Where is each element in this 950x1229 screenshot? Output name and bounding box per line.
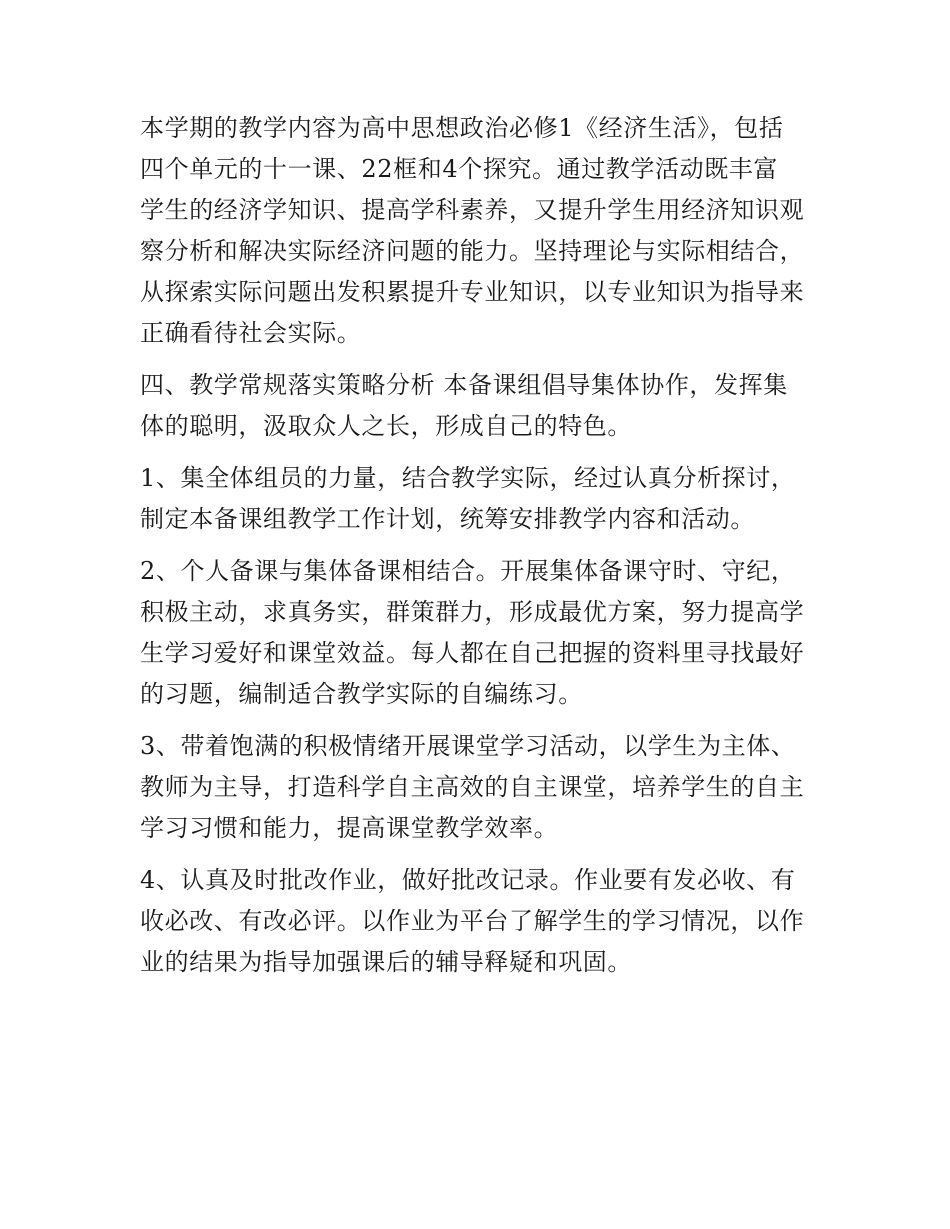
text-line: 生学习爱好和课堂效益。每人都在自己把握的资料里寻找最好 xyxy=(140,639,805,667)
text-line: 教师为主导，打造科学自主高效的自主课堂，培养学生的自主 xyxy=(140,773,805,801)
text-line: 的习题，编制适合教学实际的自编练习。 xyxy=(140,680,583,708)
text-line: 1、集全体组员的力量，结合教学实际，经过认真分析探讨， xyxy=(140,464,796,492)
paragraph-item-2 xyxy=(140,551,830,715)
text-line: 体的聪明，汲取众人之长，形成自己的特色。 xyxy=(140,412,632,440)
paragraph-course-content xyxy=(140,108,830,354)
text-line: 2、个人备课与集体备课相结合。开展集体备课守时、守纪， xyxy=(140,557,796,585)
text-line: 学习习惯和能力，提高课堂教学效率。 xyxy=(140,814,559,842)
text-line: 正确看待社会实际。 xyxy=(140,319,362,347)
text-line: 制定本备课组教学工作计划，统筹安排教学内容和活动。 xyxy=(140,505,755,533)
text-line: 察分析和解决实际经济问题的能力。坚持理论与实际相结合， xyxy=(140,237,805,265)
text-line: 本学期的教学内容为高中思想政治必修1《经济生活》，包括 xyxy=(140,114,784,142)
document-body xyxy=(140,108,830,994)
text-line: 从探索实际问题出发积累提升专业知识，以专业知识为指导来 xyxy=(140,278,805,306)
text-line: 学生的经济学知识、提高学科素养，又提升学生用经济知识观 xyxy=(140,196,805,224)
text-line: 收必改、有改必评。以作业为平台了解学生的学习情况，以作 xyxy=(140,907,805,935)
text-line: 3、带着饱满的积极情绪开展课堂学习活动，以学生为主体、 xyxy=(140,732,796,760)
text-line: 积极主动，求真务实，群策群力，形成最优方案，努力提高学 xyxy=(140,598,805,626)
text-line: 4、认真及时批改作业，做好批改记录。作业要有发必收、有 xyxy=(140,866,796,894)
paragraph-item-4 xyxy=(140,860,830,983)
paragraph-item-3 xyxy=(140,726,830,849)
text-line: 四、教学常规落实策略分析 本备课组倡导集体协作，发挥集 xyxy=(140,371,788,399)
paragraph-section-four-heading xyxy=(140,365,830,447)
paragraph-item-1 xyxy=(140,458,830,540)
text-line: 业的结果为指导加强课后的辅导释疑和巩固。 xyxy=(140,948,632,976)
text-line: 四个单元的十一课、22框和4个探究。通过教学活动既丰富 xyxy=(140,155,779,183)
